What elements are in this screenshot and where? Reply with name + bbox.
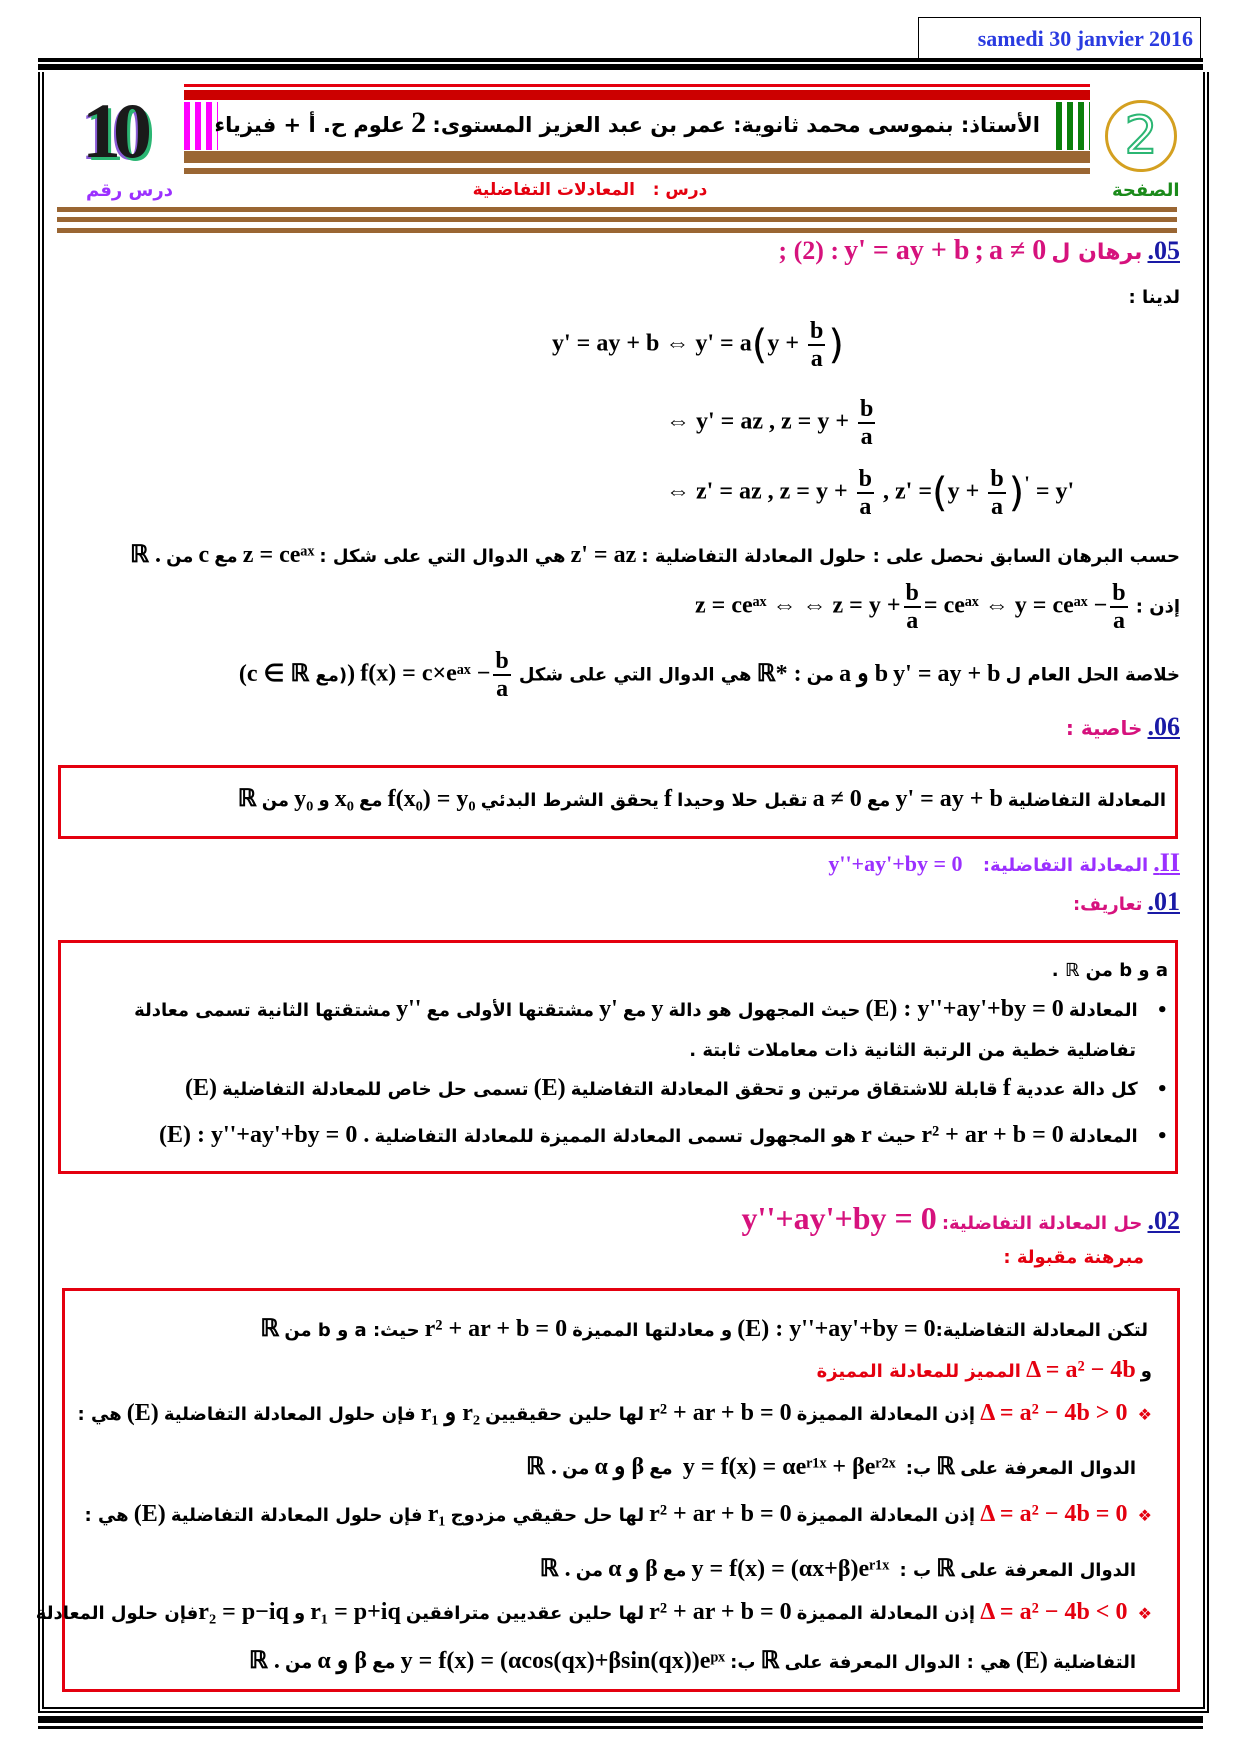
text: b [1112, 580, 1126, 606]
text: و [1140, 1361, 1152, 1382]
math: r² + ar + b = 0 [921, 1122, 1064, 1148]
bullet-icon: ❖ [1137, 1405, 1152, 1424]
text: f(x) = c×eᵃˣ − [360, 660, 491, 687]
text: لها حلين عقديين مترافقين [405, 1603, 645, 1624]
text: b [860, 396, 874, 422]
math: (E) [126, 1400, 159, 1426]
math: r² + ar + b = 0 [649, 1599, 792, 1625]
case-zero [70, 1501, 1152, 1528]
magenta-stripes-icon [184, 102, 218, 150]
header-banner [184, 84, 1090, 174]
lesson-title-row [440, 180, 740, 200]
text: هي : [84, 1505, 129, 1526]
text: a [860, 424, 873, 450]
text: هي : [77, 1404, 122, 1425]
text: لها حل حقيقي مزدوج [450, 1505, 645, 1526]
text: هي الدوال التي على شكل [518, 664, 752, 686]
bullet-icon: ❖ [1137, 1506, 1152, 1525]
text: مع [372, 1652, 396, 1673]
section-number: 06. [1147, 712, 1180, 741]
math: Δ = a² − 4b = 0 [980, 1501, 1128, 1527]
math: y = f(x) = (αx+β)eʳ¹ˣ [691, 1556, 890, 1582]
divider [57, 207, 1177, 212]
intro-text: لدينا : [1128, 287, 1180, 308]
section-number: 05. [1147, 236, 1180, 265]
text-line [70, 580, 1180, 634]
green-stripes-icon [1056, 102, 1090, 150]
text: b [858, 466, 873, 492]
math: r₁ و r₂ [420, 1400, 481, 1426]
math: Δ = a² − 4b > 0 [980, 1400, 1128, 1426]
text: a [1112, 608, 1125, 634]
section-01-heading [70, 887, 1180, 917]
text: الدوال المعرفة على [960, 1458, 1136, 1479]
text: إذن المعادلة المميزة [796, 1603, 976, 1624]
math: ℝ [260, 1316, 280, 1342]
section-title: برهان ل [1051, 240, 1143, 265]
banner-level: 2 [411, 106, 427, 139]
text: b [905, 580, 919, 606]
math: a و b [839, 660, 889, 687]
fraction-b-over-a [858, 396, 875, 450]
math: y''+ay'+by = 0 [828, 851, 963, 876]
equation: y' = ay + b [844, 235, 970, 266]
divider [57, 217, 1177, 222]
section-title: خاصية : [1065, 716, 1143, 740]
text: حل المعادلة التفاضلية: [941, 1213, 1143, 1234]
eq-part: y + [767, 330, 800, 357]
text: التفاضلية [1053, 1652, 1136, 1673]
bullet-icon: ❖ [1137, 1604, 1152, 1623]
case-negative-solution [70, 1646, 1136, 1675]
math: ℝ [936, 1454, 956, 1480]
text: إذن : [1135, 596, 1180, 618]
text: مع) [315, 664, 348, 686]
section-II-heading [70, 848, 1180, 878]
text: هي : الدوال المعرفة على [784, 1652, 1011, 1673]
text: II. [1153, 848, 1180, 877]
definitions-intro: a و b من ℝ . [1051, 960, 1168, 981]
section-02-heading [70, 1200, 1180, 1237]
math: (E) [533, 1075, 566, 1101]
text: من [806, 664, 835, 686]
text: المميز للمعادلة المميزة [816, 1361, 1021, 1382]
math: y' = ay + b [893, 660, 1001, 687]
math: ℝ [760, 1648, 780, 1674]
fraction-b-over-a [808, 318, 825, 372]
text: z = ceᵃˣ ⇔ [695, 592, 797, 619]
condition: a ≠ 0 [988, 235, 1047, 266]
text: كل دالة عددية [1015, 1079, 1138, 1100]
math: ℝ . [129, 542, 161, 568]
theorem-line [70, 1314, 1148, 1343]
banner-stream: علوم ح. أ + فيزياء [214, 113, 405, 137]
text: b [990, 466, 1004, 492]
text: قابلة للاشتقاق مرتين و تحقق المعادلة التفاضلية [570, 1079, 998, 1100]
text: مع [622, 1000, 647, 1021]
math: ℝ* : [756, 660, 802, 687]
page-label: الصفحة [1112, 180, 1180, 201]
bottom-rule-thick [38, 1716, 1203, 1723]
math: ℝ . [525, 1454, 557, 1480]
text: إذن المعادلة المميزة [796, 1505, 976, 1526]
math: r [861, 1122, 872, 1148]
text: و [318, 790, 330, 811]
math: z = ceᵃˣ [242, 542, 315, 568]
theorem-box [62, 1288, 1180, 1692]
text-line [70, 540, 1180, 569]
text: إذن المعادلة المميزة [796, 1404, 976, 1425]
eq-part: ⇔ z' = az , z = y + [666, 478, 848, 505]
math: r₁ [427, 1501, 446, 1527]
text: المعادلة [1068, 1000, 1138, 1021]
top-rule-thick [38, 64, 1203, 70]
math: ℝ [237, 786, 257, 812]
text: تعاريف: [1072, 894, 1143, 915]
text: a [990, 494, 1003, 520]
text: فإن حلول المعادلة التفاضلية [163, 1404, 416, 1425]
math: y' [599, 996, 618, 1022]
math: y'' [396, 996, 422, 1022]
text: المعادلة التفاضلية [1007, 790, 1166, 811]
math: ℝ . [248, 1648, 280, 1674]
text: مع [214, 546, 238, 567]
text: 02. [1147, 1206, 1180, 1235]
text: حيث: a و b من [284, 1320, 420, 1341]
text: فإن حلول المعادلة التفاضلية [170, 1505, 423, 1526]
section-06-heading [70, 712, 1180, 742]
text: a [859, 494, 872, 520]
equation-line-3: ⇔ z' = az , z = y + $\frac{b}{a}$ , z' =(y + $\frac{b}{a}$ )' = y' [666, 466, 1075, 520]
math: (c ∈ ℝ مع)) [238, 660, 356, 687]
math: (E) : y''+ay'+by = 0 [737, 1316, 936, 1342]
text: من [166, 546, 194, 567]
theorem-label: مبرهنة مقبولة : [1003, 1247, 1144, 1268]
text: مع [662, 1560, 687, 1581]
text: حيث [876, 1126, 917, 1147]
math: (E) [133, 1501, 166, 1527]
lesson-number-label: درس رقم [86, 180, 173, 201]
math: Δ = a² − 4b [1026, 1357, 1136, 1383]
banner-teacher-school: الأستاذ: بنموسى محمد ثانوية: عمر بن عبد العزيز المستوى: [432, 113, 1040, 137]
property-text [70, 784, 1166, 813]
math: y = f(x) = αeʳ¹ˣ + βeʳ²ˣ [682, 1454, 896, 1480]
section-05-heading: 05. برهان ل a ≠ 0 ; y' = ay + b ; (2) : [778, 235, 1180, 266]
math: f(x₀) = y₀ [387, 786, 476, 812]
theorem-line [70, 1357, 1152, 1384]
math: ℝ . [539, 1556, 571, 1582]
eq-part: y' = ay + b ⇔ y' = a [552, 330, 752, 357]
text: مشتقتها الثانية تسمى معادلة [134, 1000, 392, 1021]
text: مع [866, 790, 891, 811]
math: y' = ay + b [895, 786, 1003, 812]
math: (E) [1015, 1648, 1048, 1674]
text: مع [359, 790, 383, 811]
math: r² + ar + b = 0 [649, 1400, 792, 1426]
definition-item-2: • كل دالة عددية f قابلة للاشتقاق مرتين و تحقق المعادلة التفاضلية (E) تسمى حل خاص للمعادلة التفاضلية (E) [185, 1075, 1168, 1101]
case-positive-solution [70, 1452, 1136, 1481]
text: المعادلة [1068, 1126, 1138, 1147]
eq-part: ⇔ y' = az , z = y + [666, 408, 849, 435]
math: (E) : y''+ay'+by = 0 . [158, 1122, 370, 1148]
text: المعادلة التفاضلية: [982, 855, 1149, 876]
text: خلاصة الحل العام ل [1005, 664, 1180, 686]
math: Δ = a² − 4b < 0 [980, 1599, 1128, 1625]
math: y [651, 996, 664, 1022]
page-number: 2 [1124, 106, 1158, 166]
case-negative [35, 1599, 1152, 1626]
math: r₁ = p+iq [310, 1599, 401, 1625]
lesson-title: المعادلات التفاضلية [472, 180, 635, 200]
text: b [810, 318, 824, 344]
text: هو المجهول تسمى المعادلة المميزة للمعادلة التفاضلية [374, 1126, 856, 1147]
case-positive [70, 1398, 1152, 1427]
top-rule [38, 58, 1203, 62]
math: ℝ [936, 1556, 956, 1582]
math [360, 648, 514, 702]
math: α و β [317, 1648, 368, 1674]
math: r² + ar + b = 0 [424, 1316, 568, 1342]
text: لتكن المعادلة التفاضلية: [935, 1320, 1148, 1341]
math: c [198, 542, 210, 568]
math: x₀ [334, 786, 354, 812]
equation-ref: ; (2) : [778, 236, 840, 265]
text: ب: [730, 1652, 756, 1673]
text: و [293, 1603, 306, 1624]
text: y = ceᵃˣ − [1014, 592, 1108, 619]
math: r² + ar + b = 0 [649, 1501, 792, 1527]
text: تسمى حل خاص للمعادلة التفاضلية [222, 1079, 529, 1100]
math: z' = az [570, 542, 637, 568]
text: ب: [905, 1458, 932, 1479]
eq-part: = y' [1035, 478, 1075, 505]
definition-item-3: • المعادلة r² + ar + b = 0 حيث r هو المجهول تسمى المعادلة المميزة للمعادلة التفاضلية (E) : y''+ay'+by = 0 . [158, 1122, 1168, 1148]
math: y = f(x) = (αcos(qx)+βsin(qx))eᵖˣ [400, 1648, 726, 1674]
math: a ≠ 0 [812, 786, 862, 812]
math: y₀ [294, 786, 314, 812]
math: α و β [594, 1454, 645, 1480]
math: y''+ay'+by = 0 [741, 1200, 937, 1236]
text: من [261, 790, 290, 811]
fraction-b-over-a [988, 466, 1005, 520]
text: a [810, 346, 823, 372]
math: (E) : y''+ay'+by = 0 [865, 996, 1064, 1022]
text: 01. [1147, 887, 1180, 916]
equation-line-2 [666, 396, 878, 450]
bottom-rule [38, 1726, 1203, 1729]
text: تقبل حلا وحيدا [677, 790, 808, 811]
text: ب : [899, 1560, 932, 1581]
text: لها حلين حقيقيين [485, 1404, 645, 1425]
date: samedi 30 janvier 2016 [977, 26, 1193, 51]
definition-item-1: • المعادلة (E) : y''+ay'+by = 0 حيث المجهول هو دالة y مع y' مشتقتها الأولى مع y'' مشتقتها الثانية تسمى معادلة [134, 996, 1168, 1022]
case-zero-solution [70, 1554, 1136, 1583]
math: α و β [608, 1556, 658, 1582]
math: f [1002, 1075, 1011, 1101]
text: من [575, 1560, 604, 1581]
text: مع [649, 1458, 673, 1479]
text: فإن حلول المعادلة [35, 1603, 199, 1624]
math: (E) [185, 1075, 218, 1101]
text: = ceᵃˣ [923, 592, 979, 619]
text: و معادلتها المميزة [572, 1320, 733, 1341]
text: a [906, 608, 919, 634]
text-line [70, 648, 1180, 702]
text: هي الدوال التي على شكل : [319, 546, 566, 567]
text: ⇔ z = y + [802, 592, 901, 619]
math: z = ceᵃˣ ⇔ ⇔ z = y + $\frac{b}{a}$ = ceᵃˣ ⇔ y = ceᵃˣ − $\frac{b}{a}$ [695, 580, 1126, 634]
math: r₂ = p−iq [198, 1599, 289, 1625]
lesson-number: 10 [82, 87, 144, 174]
text: حيث المجهول هو دالة [668, 1000, 861, 1021]
equation-line-1: y' = ay + b ⇔ y' = a(y + $\frac{b}{a}$ ) [552, 318, 844, 372]
text: b [495, 648, 509, 674]
page-number-circle [1105, 100, 1177, 172]
lesson-label: درس : [652, 180, 708, 200]
text: من [284, 1652, 313, 1673]
text: (c ∈ ℝ [238, 660, 310, 687]
text: يحقق الشرط البدئي [480, 790, 659, 811]
divider [57, 228, 1177, 233]
text: الدوال المعرفة على [960, 1560, 1136, 1581]
eq-part: , z' = [883, 478, 933, 505]
math: f [664, 786, 673, 812]
text: مشتقتها الأولى مع [426, 1000, 595, 1021]
eq-part: y + [947, 478, 980, 505]
text: من [562, 1458, 590, 1479]
fraction-b-over-a [857, 466, 874, 520]
text: حسب البرهان السابق نحصل على : حلول المعادلة التفاضلية : [641, 546, 1180, 567]
definition-item-1-cont: تفاضلية خطية من الرتبة الثانية ذات معاملات ثابتة . [689, 1040, 1136, 1061]
text: a [496, 676, 509, 702]
